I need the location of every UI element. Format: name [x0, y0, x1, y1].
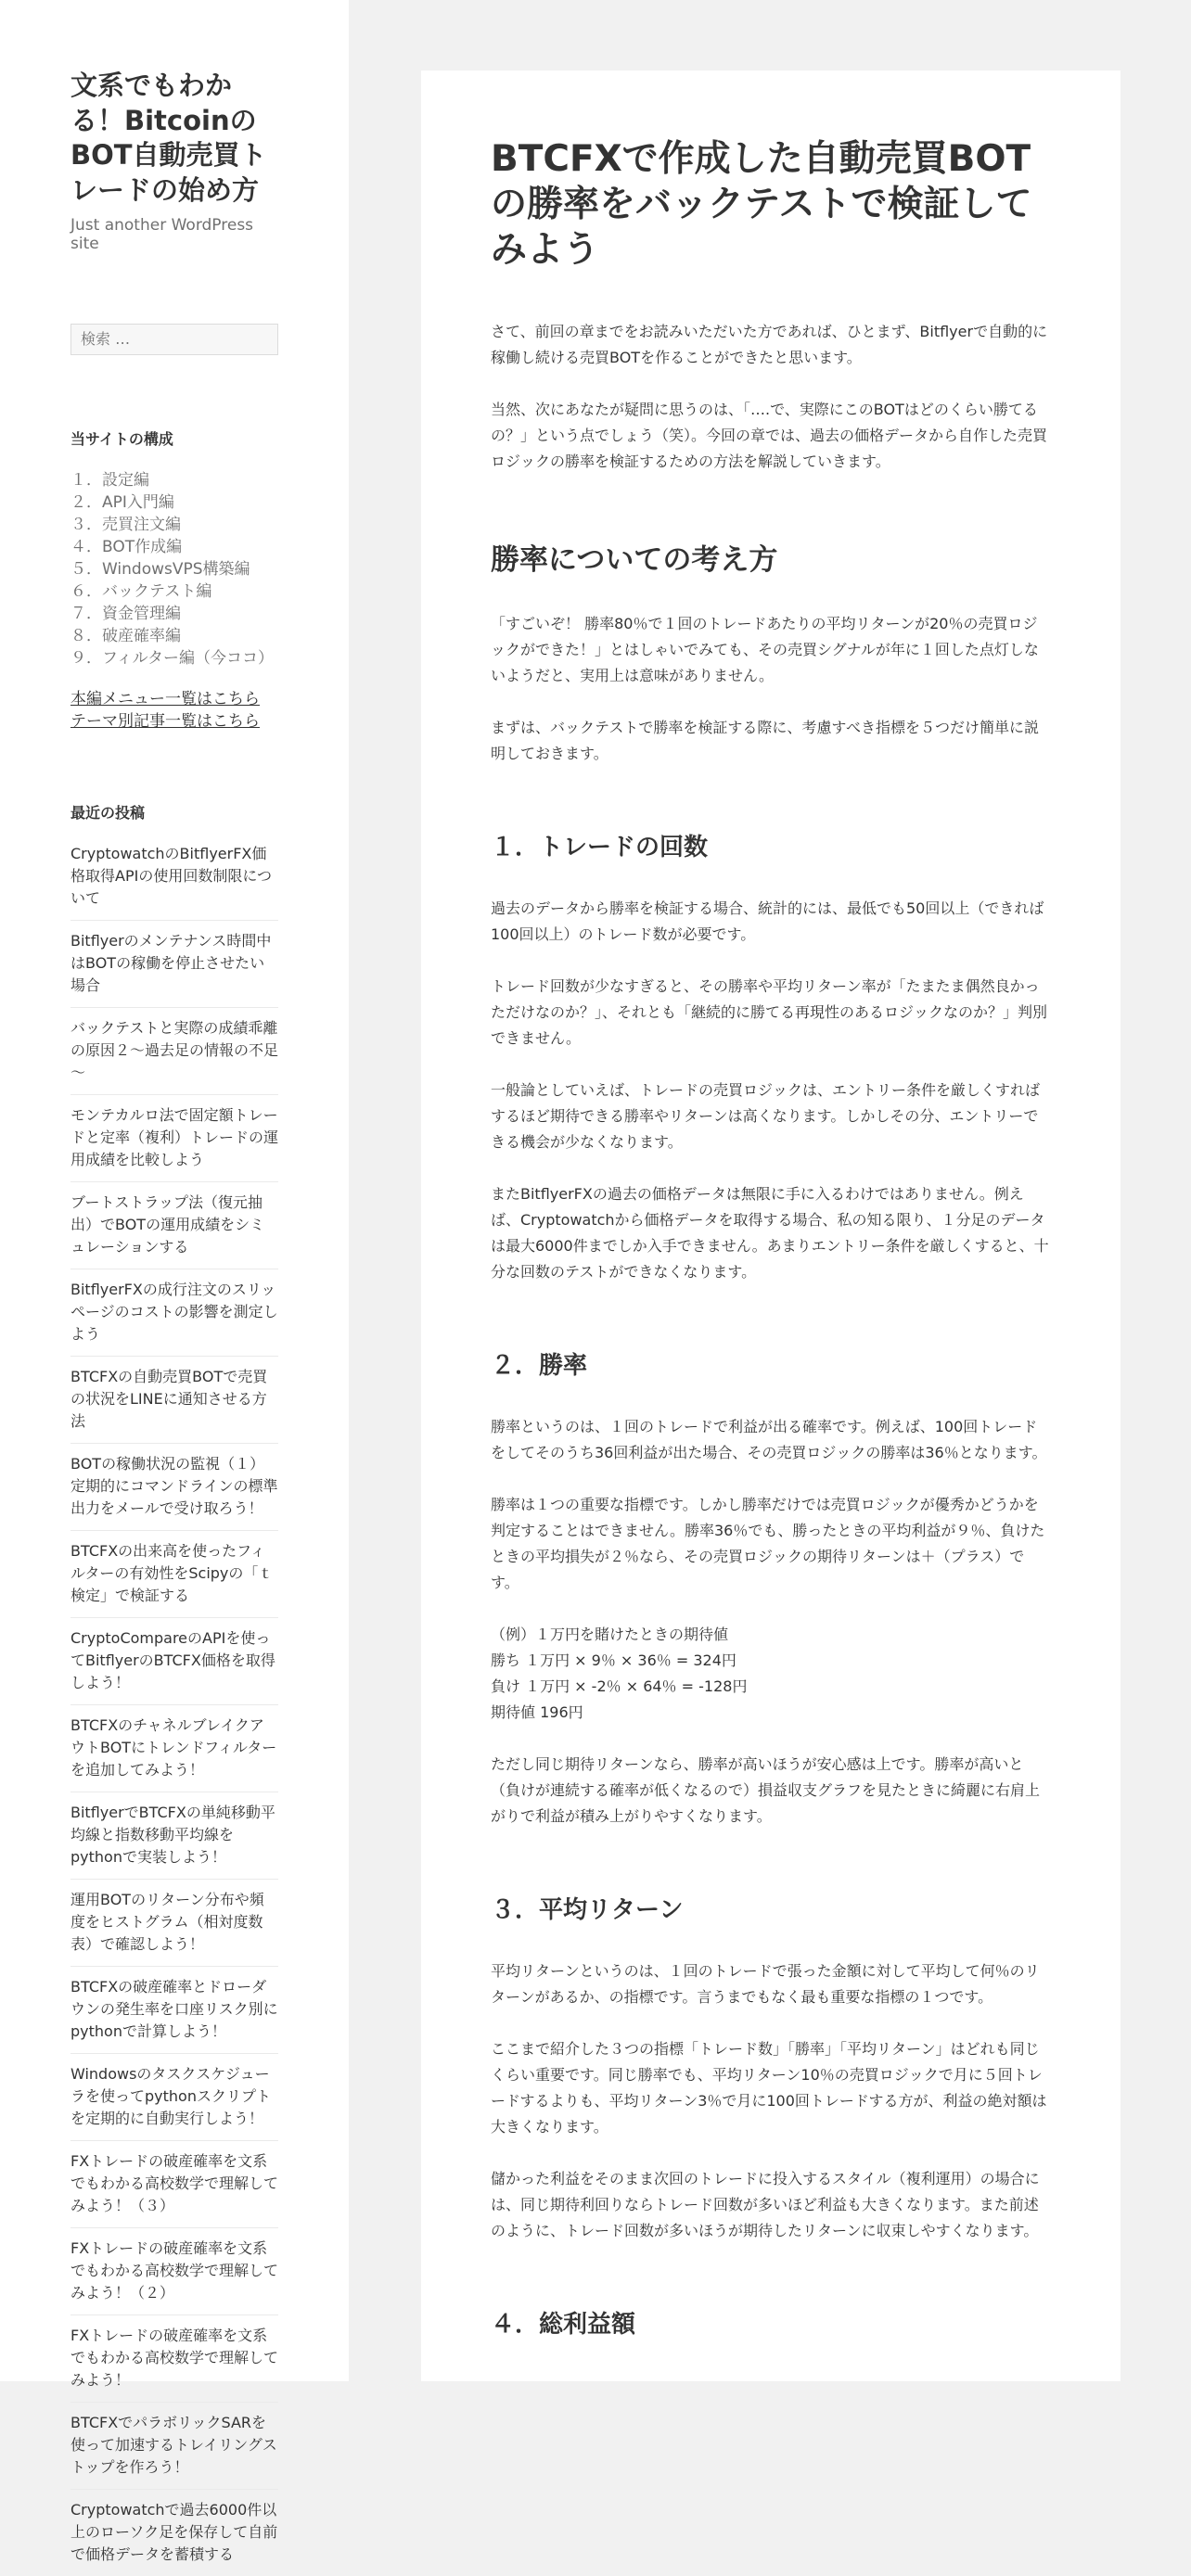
paragraph: ただし同じ期待リターンなら、勝率が高いほうが安心感は上です。勝率が高いと（負けが連続する確率が低くなるので）損益収支グラフを見たときに綺麗に右肩上がりで利益が積み上がりやすくなります。	[491, 1755, 1041, 1826]
site-title[interactable]: 文系でもわかる！BitcoinのBOT自動売買トレードの始め方	[70, 70, 267, 207]
structure-widget-title: 当サイトの構成	[70, 429, 173, 448]
recent-post-link[interactable]: BOTの稼働状況の監視（１）定期的にコマンドラインの標準出力をメールで受け取ろう！	[70, 1454, 278, 1517]
paragraph: 当然、次にあなたが疑問に思うのは、「….で、実際にこのBOTはどのくらい勝てるの？」という点でしょう（笑）。今回の章では、過去の価格データから自作した売買ロジックの勝率を検証するための方法を解説していきます。	[491, 401, 1048, 471]
list-item	[70, 1356, 278, 1443]
paragraph: ここまで紹介した３つの指標「トレード数」「勝率」「平均リターン」はどれも同じくらい重要です。同じ勝率でも、平均リターン10％の売買ロジックで月に５回トレードするよりも、平均リターン3％で月に100回トレードする方が、利益の絶対額は大きくなります。	[491, 2040, 1047, 2136]
recent-post-link[interactable]: FXトレードの破産確率を文系でもわかる高校数学で理解してみよう！（３）	[70, 2151, 279, 2214]
recent-post-link[interactable]: BTCFXの自動売買BOTで売買の状況をLINEに通知させる方法	[70, 1367, 268, 1430]
example-line: 負け １万円 × -2％ × 64％ = -128円	[491, 1677, 748, 1696]
list-item	[70, 1617, 278, 1704]
paragraph: まずは、バックテストで勝率を検証する際に、考慮すべき指標を５つだけ簡単に説明しておきます。	[491, 719, 1040, 763]
structure-item: ８．破産確率編	[70, 626, 181, 645]
recent-post-link[interactable]: BTCFXの破産確率とドローダウンの発生率を口座リスク別にpythonで計算しよう！	[70, 1977, 278, 2040]
example-block	[491, 1622, 1051, 1726]
recent-post-link[interactable]: BTCFXでパラボリックSARを使って加速するトレイリングストップを作ろう！	[70, 2413, 277, 2476]
list-item	[70, 1530, 278, 1617]
structure-links	[70, 688, 278, 733]
structure-item: ４．BOT作成編	[70, 537, 183, 556]
recent-post-link[interactable]: BitflyerFXの成行注文のスリッページのコストの影響を測定しよう	[70, 1280, 278, 1343]
list-item	[70, 1443, 278, 1530]
recent-post-link[interactable]: ブートストラップ法（復元抽出）でBOTの運用成績をシミュレーションする	[70, 1192, 265, 1256]
theme-articles-link[interactable]: テーマ別記事一覧はこちら	[70, 711, 260, 731]
recent-posts-title: 最近の投稿	[70, 803, 146, 822]
subsection-heading: ２．勝率	[491, 1352, 588, 1381]
example-line: 期待値 196円	[491, 1703, 583, 1722]
recent-post-link[interactable]: モンテカルロ法で固定額トレードと定率（複利）トレードの運用成績を比較しよう	[70, 1105, 279, 1168]
recent-post-link[interactable]: FXトレードの破産確率を文系でもわかる高校数学で理解してみよう！（２）	[70, 2238, 279, 2302]
subsection-heading: ３．平均リターン	[491, 1896, 684, 1925]
recent-post-link[interactable]: BitflyerでBTCFXの単純移動平均線と指数移動平均線をpythonで実装しよう！	[70, 1803, 275, 1866]
recent-post-link[interactable]: バックテストと実際の成績乖離の原因２～過去足の情報の不足～	[70, 1018, 279, 1081]
section-heading: 勝率についての考え方	[491, 543, 778, 578]
subsection-heading: １．トレードの回数	[491, 834, 709, 862]
list-item	[70, 1966, 278, 2053]
structure-item: ９．フィルター編（今ココ）	[70, 648, 274, 668]
structure-item: １．設定編	[70, 470, 149, 490]
list-item	[70, 1181, 278, 1269]
site-description: Just another WordPress site	[70, 215, 254, 253]
list-item	[70, 2402, 278, 2489]
structure-list	[70, 469, 278, 670]
structure-item: ６．バックテスト編	[70, 581, 212, 601]
search-input[interactable]	[70, 324, 278, 355]
structure-item: ７．資金管理編	[70, 604, 181, 623]
recent-post-link[interactable]: BTCFXの出来高を使ったフィルターの有効性をScipyの「ｔ検定」で検証する	[70, 1541, 274, 1604]
list-item	[70, 1269, 278, 1356]
recent-post-link[interactable]: CryptowatchのBitflyerFX価格取得APIの使用回数制限について	[70, 844, 272, 907]
list-item	[70, 2227, 278, 2315]
paragraph: 平均リターンというのは、１回のトレードで張った金額に対して平均して何％のリターンがあるか、の指標です。言うまでもなく最も重要な指標の１つです。	[491, 1962, 1040, 2007]
paragraph: さて、前回の章までをお読みいただいた方であれば、ひとまず、Bitflyerで自動的に稼働し続ける売買BOTを作ることができたと思います。	[491, 323, 1048, 367]
example-line: 勝ち １万円 × 9％ × 36％ = 324円	[491, 1651, 736, 1670]
example-line: （例）１万円を賭けたときの期待値	[491, 1626, 729, 1644]
article-content	[421, 70, 1121, 2381]
list-item	[70, 920, 278, 1007]
structure-item: ３．売買注文編	[70, 515, 181, 534]
recent-post-link[interactable]: Bitflyerのメンテナンス時間中はBOTの稼働を停止させたい場合	[70, 931, 272, 994]
recent-post-link[interactable]: CryptoCompareのAPIを使ってBitflyerのBTCFX価格を取得しよう！	[70, 1628, 275, 1691]
recent-post-link[interactable]: Cryptowatchで過去6000件以上のローソク足を保存して自前で価格データを蓄積する	[70, 2500, 278, 2563]
paragraph: 「すごいぞ！ 勝率80％で１回のトレードあたりの平均リターンが20％の売買ロジックができた！」とはしゃいでみても、その売買シグナルが年に１回した点灯しないようだと、実用上は意味がありません。	[491, 615, 1039, 685]
list-item	[70, 1704, 278, 1792]
recent-post-link[interactable]: 運用BOTのリターン分布や頻度をヒストグラム（相対度数表）で確認しよう！	[70, 1890, 264, 1953]
paragraph: 勝率は１つの重要な指標です。しかし勝率だけでは売買ロジックが優秀かどうかを判定することはできません。勝率36％でも、勝ったときの平均利益が９％、負けたときの平均損失が２％なら、その売買ロジックの期待リターンは＋（プラス）です。	[491, 1496, 1045, 1592]
paragraph: 一般論としていえば、トレードの売買ロジックは、エントリー条件を厳しくすればするほど期待できる勝率やリターンは高くなります。しかしその分、エントリーできる機会が少なくなります。	[491, 1081, 1041, 1152]
site-structure-widget	[70, 427, 278, 733]
recent-post-link[interactable]: Windowsのタスクスケジューラを使ってpythonスクリプトを定期的に自動実行しよう！	[70, 2064, 271, 2127]
recent-post-link[interactable]: FXトレードの破産確率を文系でもわかる高校数学で理解してみよう！	[70, 2326, 279, 2389]
sidebar	[0, 0, 349, 2563]
list-item	[70, 2315, 278, 2402]
list-item	[70, 2489, 278, 2576]
subsection-heading: ４．総利益額	[491, 2311, 636, 2340]
recent-post-link[interactable]: BTCFXのチャネルブレイクアウトBOTにトレンドフィルターを追加してみよう！	[70, 1715, 277, 1779]
list-item	[70, 2140, 278, 2227]
structure-item: ５．WindowsVPS構築編	[70, 559, 250, 579]
article-title: BTCFXで作成した自動売買BOTの勝率をバックテストで検証してみよう	[491, 138, 1032, 271]
paragraph: 儲かった利益をそのまま次回のトレードに投入するスタイル（複利運用）の場合には、同じ期待利回りならトレード回数が多いほど利益も大きくなります。また前述のように、トレード回数が多いほうが期待したリターンに収束しやすくなります。	[491, 2170, 1040, 2240]
recent-posts-list	[70, 843, 278, 2576]
list-item	[70, 1792, 278, 1879]
list-item	[70, 1094, 278, 1181]
paragraph: 過去のデータから勝率を検証する場合、統計的には、最低でも50回以上（できれば100回以上）のトレード数が必要です。	[491, 899, 1044, 944]
list-item	[70, 2053, 278, 2140]
paragraph: 勝率というのは、１回のトレードで利益が出る確率です。例えば、100回トレードをしてそのうち36回利益が出た場合、その売買ロジックの勝率は36％となります。	[491, 1418, 1047, 1462]
list-item	[70, 1879, 278, 1966]
main-menu-link[interactable]: 本編メニュー一覧はこちら	[70, 689, 260, 708]
paragraph: またBitflyerFXの過去の価格データは無限に手に入るわけではありません。例えば、Cryptowatchから価格データを取得する場合、私の知る限り、１分足のデータは最大6000件までしか入手できません。あまりエントリー条件を厳しくすると、十分な回数のテストができなくなります。	[491, 1185, 1049, 1282]
recent-posts-widget	[70, 801, 278, 2576]
paragraph: トレード回数が少なすぎると、その勝率や平均リターン率が「たまたま偶然良かっただけなのか？」、それとも「継続的に勝てる再現性のあるロジックなのか？」判別できません。	[491, 977, 1048, 1048]
structure-item: ２．API入門編	[70, 492, 174, 512]
list-item	[70, 843, 278, 920]
list-item	[70, 1007, 278, 1094]
